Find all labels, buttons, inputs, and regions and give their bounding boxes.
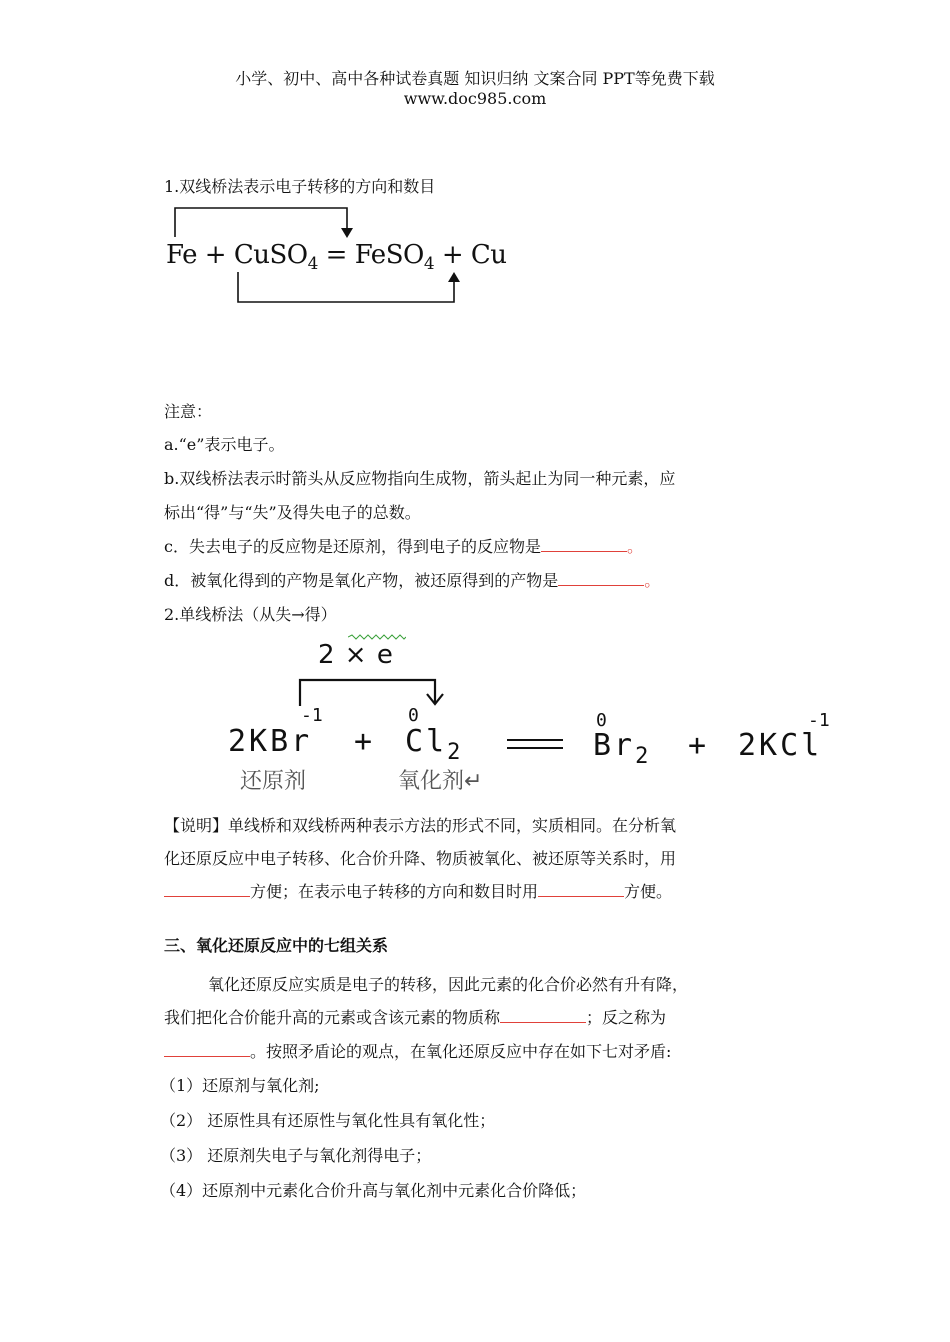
equation-fe-cuso4 (166, 240, 507, 273)
cl2-valence: 0 (408, 705, 419, 726)
kbr-formula: 2KBr (228, 724, 313, 759)
eq-cu: Cu (470, 240, 507, 270)
note-a: a.“e”表示电子。 (164, 435, 285, 454)
note-d (164, 568, 660, 591)
para-3-blank[interactable] (164, 1040, 250, 1057)
kbr-valence: -1 (301, 705, 323, 726)
note-c-blank[interactable] (541, 535, 627, 552)
section2-title: 2.单线桥法（从失→得） (164, 605, 337, 624)
kcl-formula: 2KCl (738, 728, 823, 763)
explain-blank-1[interactable] (164, 880, 250, 897)
note-b-line-2: 标出“得”与“失”及得失电子的总数。 (164, 503, 421, 522)
top-bridge-line (175, 208, 347, 237)
kcl-valence: -1 (808, 710, 830, 731)
eq-sub-2: 4 (423, 252, 435, 273)
section3-para-2 (164, 1005, 666, 1028)
bottom-bridge-line (238, 272, 454, 302)
notes-title: 注意： (164, 402, 213, 421)
plus-sign-1: + (354, 724, 373, 759)
section3-para-3 (164, 1039, 671, 1062)
cl2-formula (405, 724, 463, 765)
br2-symbol: Br (593, 728, 636, 763)
label-reducer: 还原剂 (240, 769, 307, 794)
section3-para-1: 氧化还原反应实质是电子的转移，因此元素的化合价必然有升有降， (208, 975, 689, 994)
note-c-end: 。 (626, 537, 643, 556)
label-oxidizer: 氧化剂↵ (398, 769, 483, 794)
relation-item-1: （1）还原剂与氧化剂; (160, 1076, 320, 1095)
relation-item-3: （3） 还原剂失电子与氧化剂得电子； (160, 1146, 432, 1165)
section3-heading: 三、氧化还原反应中的七组关系 (164, 936, 389, 955)
equals-sign (505, 738, 565, 750)
explain-line-3 (164, 879, 672, 902)
explain-blank-2[interactable] (538, 880, 624, 897)
para-3-end: 。按照矛盾论的观点，在氧化还原反应中存在如下七对矛盾: (250, 1042, 672, 1061)
explain-end: 方便。 (624, 882, 673, 901)
para-2-blank[interactable] (500, 1006, 586, 1023)
eq-feso: FeSO (354, 240, 424, 270)
note-c-text: c．失去电子的反应物是还原剂，得到电子的反应物是 (164, 537, 541, 556)
header-line-1: 小学、初中、高中各种试卷真题 知识归纳 文案合同 PPT等免费下载 (235, 69, 715, 88)
eq-cuso: CuSO (233, 240, 308, 270)
note-b-line-1: b.双线桥法表示时箭头从反应物指向生成物，箭头起止为同一种元素，应 (164, 469, 676, 488)
br2-formula (593, 728, 651, 769)
section1-title: 1.双线桥法表示电子转移的方向和数目 (164, 177, 436, 196)
bottom-arrow-head (448, 272, 460, 282)
br2-subscript: 2 (635, 744, 652, 769)
explain-mid: 方便；在表示电子转移的方向和数目时用 (250, 882, 539, 901)
cl2-symbol: Cl (405, 724, 448, 759)
header-line-2: www.doc985.com (403, 89, 547, 108)
para-2-start: 我们把化合价能升高的元素或含该元素的物质称 (164, 1008, 501, 1027)
note-c (164, 534, 643, 557)
electron-count: 2 × e (318, 640, 394, 670)
note-d-end: 。 (644, 571, 661, 590)
note-d-text: d．被氧化得到的产物是氧化产物，被还原得到的产物是 (164, 571, 559, 590)
eq-plus-1: + (204, 240, 227, 270)
para-2-end: ；反之称为 (586, 1008, 667, 1027)
plus-sign-2: + (688, 728, 707, 763)
top-arrow-head (341, 228, 353, 238)
relation-item-2: （2） 还原性具有还原性与氧化性具有氧化性； (160, 1111, 496, 1130)
relation-item-4: （4）还原剂中元素化合价升高与氧化剂中元素化合价降低； (160, 1181, 587, 1200)
cl2-subscript: 2 (447, 740, 464, 765)
eq-sub-1: 4 (307, 252, 318, 273)
explain-line-1: 【说明】单线桥和双线桥两种表示方法的形式不同，实质相同。在分析氧 (164, 816, 677, 835)
eq-equal: = (325, 240, 347, 270)
explain-line-2: 化还原反应中电子转移、化合价升降、物质被氧化、被还原等关系时，用 (164, 849, 677, 868)
br2-valence: 0 (596, 710, 607, 731)
eq-fe: Fe (166, 240, 198, 270)
eq-plus-2: + (441, 240, 464, 270)
note-d-blank[interactable] (558, 569, 644, 586)
